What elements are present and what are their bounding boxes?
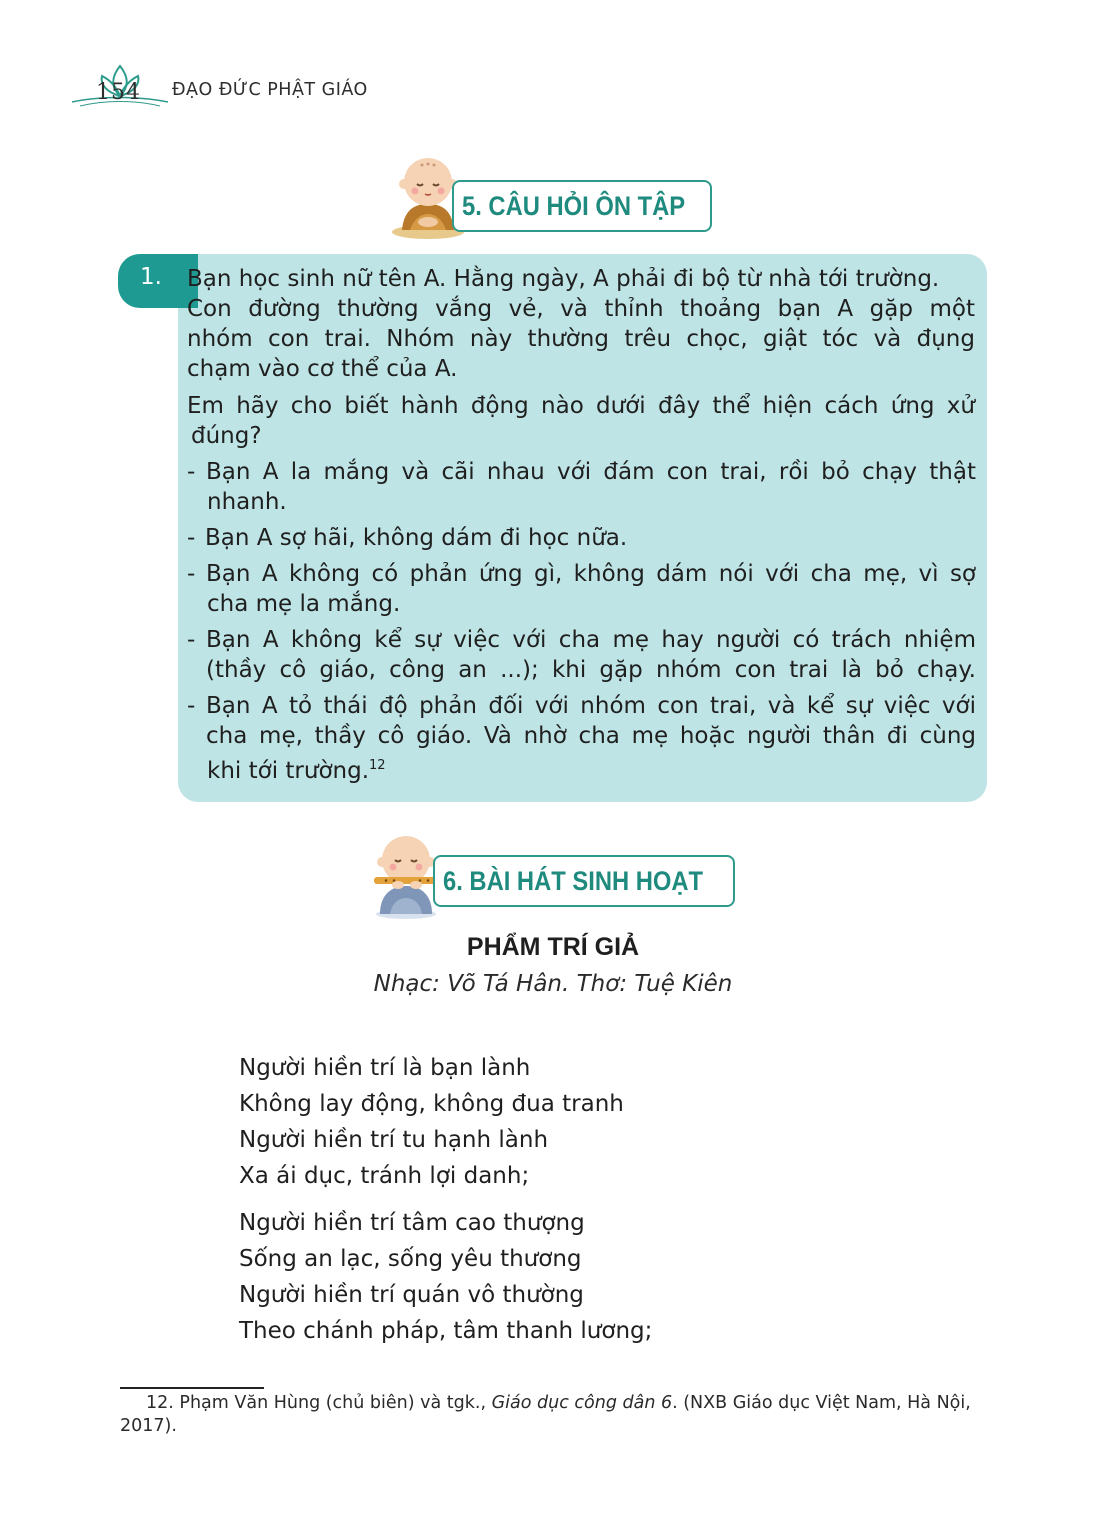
option-dash: - xyxy=(187,459,196,485)
option-dash: - xyxy=(187,525,196,551)
option-text: Bạn A sợ hãi, không dám đi học nữa. xyxy=(205,525,628,551)
footnote-divider xyxy=(120,1387,264,1389)
section-heading-review-questions xyxy=(452,180,712,232)
footnote-text-line2: 2017). xyxy=(120,1416,177,1436)
option-dash: - xyxy=(187,693,196,719)
section-title: 6. BÀI HÁT SINH HOẠT xyxy=(443,865,704,896)
question-number: 1. xyxy=(140,264,162,290)
footnote-text xyxy=(146,1393,971,1413)
option-text: Bạn A không có phản ứng gì, không dám nói với cha mẹ, vì sợ xyxy=(206,561,976,587)
question-line: Con đường thường vắng vẻ, và thỉnh thoảng bạn A gặp một xyxy=(187,296,975,322)
section-heading-activity-song xyxy=(433,855,735,907)
lyric-line: Không lay động, không đua tranh xyxy=(239,1091,624,1117)
footnote-reference[interactable]: 12 xyxy=(369,758,386,773)
option-text: Bạn A không kể sự việc với cha mẹ hay người có trách nhiệm xyxy=(206,627,976,653)
option-text xyxy=(207,751,386,786)
option-text: Bạn A tỏ thái độ phản đối với nhóm con trai, và kể sự việc với xyxy=(206,693,976,719)
footnote-prefix: 12. Phạm Văn Hùng (chủ biên) và tgk., xyxy=(146,1393,492,1413)
footnote-suffix: . (NXB Giáo dục Việt Nam, Hà Nội, xyxy=(672,1393,971,1413)
question-line: chạm vào cơ thể của A. xyxy=(187,356,458,382)
footnote-work-title: Giáo dục công dân 6 xyxy=(491,1393,673,1413)
option-dash: - xyxy=(187,561,196,587)
page-number: 154 xyxy=(96,80,141,105)
option-text: Bạn A la mắng và cãi nhau với đám con trai, rồi bỏ chạy thật xyxy=(206,459,976,485)
option-text: cha mẹ, thầy cô giáo. Và nhờ cha mẹ hoặc người thân đi cùng xyxy=(206,723,976,749)
question-line: nhóm con trai. Nhóm này thường trêu chọc, giật tóc và đụng xyxy=(187,326,975,352)
question-prompt-line: Em hãy cho biết hành động nào dưới đây thể hiện cách ứng xử xyxy=(187,393,975,419)
option-text: (thầy cô giáo, công an ...); khi gặp nhóm con trai là bỏ chạy. xyxy=(206,657,976,683)
book-title: ĐẠO ĐỨC PHẬT GIÁO xyxy=(172,80,368,100)
option-text: nhanh. xyxy=(207,489,287,515)
option-text-last: khi tới trường. xyxy=(207,758,369,784)
lyric-line: Người hiền trí là bạn lành xyxy=(239,1055,531,1081)
option-text: cha mẹ la mắng. xyxy=(207,591,401,617)
question-prompt-line: đúng? xyxy=(191,423,262,449)
lyric-line: Xa ái dục, tránh lợi danh; xyxy=(239,1163,530,1189)
song-title: PHẨM TRÍ GIẢ xyxy=(466,933,640,961)
song-credit: Nhạc: Võ Tá Hân. Thơ: Tuệ Kiên xyxy=(373,971,733,997)
lyric-line: Theo chánh pháp, tâm thanh lương; xyxy=(239,1318,653,1344)
option-dash: - xyxy=(187,627,196,653)
lyric-line: Sống an lạc, sống yêu thương xyxy=(239,1246,582,1272)
section-title: 5. CÂU HỎI ÔN TẬP xyxy=(462,190,686,221)
question-line: Bạn học sinh nữ tên A. Hằng ngày, A phải đi bộ từ nhà tới trường. xyxy=(187,266,940,292)
lyric-line: Người hiền trí tâm cao thượng xyxy=(239,1210,585,1236)
lyric-line: Người hiền trí quán vô thường xyxy=(239,1282,584,1308)
lyric-line: Người hiền trí tu hạnh lành xyxy=(239,1127,549,1153)
